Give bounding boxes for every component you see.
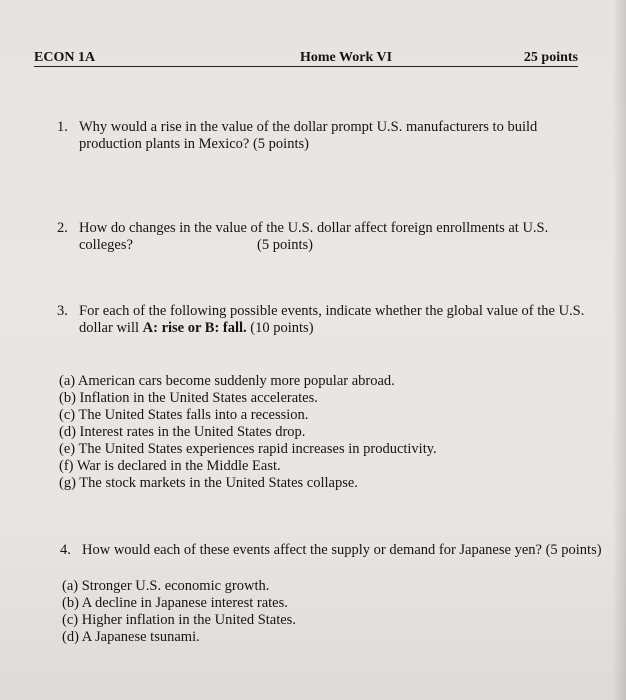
question-text [79,220,548,254]
page-edge-shadow [612,0,626,700]
question-number: 4. [60,542,71,558]
list-item: (a) American cars become suddenly more popular abroad. [59,373,395,389]
list-item: (f) War is declared in the Middle East. [59,458,281,474]
question-3 [57,303,597,343]
question-number: 2. [57,220,68,236]
total-points: 25 points [523,50,578,65]
question-text [79,119,537,153]
list-item: (d) A Japanese tsunami. [62,629,200,645]
question-line: Why would a rise in the value of the dollar prompt U.S. manufacturers to build [79,119,538,135]
question-text [79,303,584,337]
question-line: production plants in Mexico? (5 points) [79,136,309,152]
question-line [79,320,584,337]
question-3-items [59,373,459,492]
question-line: For each of the following possible events, indicate whether the global value of the U.S. [79,303,585,319]
question-text [82,542,602,559]
list-item: (e) The United States experiences rapid increases in productivity. [59,441,437,457]
list-item: (c) Higher inflation in the United States. [62,612,296,628]
list-item: (a) Stronger U.S. economic growth. [62,578,270,594]
page-header [34,50,578,68]
list-item: (d) Interest rates in the United States drop. [59,424,306,440]
question-4 [60,542,620,562]
question-number: 3. [57,303,68,319]
question-line: colleges? [79,237,133,253]
question-4-items [62,578,462,646]
question-line-part: dollar will [79,320,143,336]
answer-options: A: rise or B: fall. [142,320,247,336]
assignment-title: Home Work VI [300,50,393,65]
question-points: (10 points) [246,320,314,336]
list-item: (g) The stock markets in the United States collapse. [59,475,358,491]
question-1 [57,119,577,159]
list-item: (b) A decline in Japanese interest rates. [62,595,288,611]
list-item: (b) Inflation in the United States accelerates. [59,390,318,406]
course-name: ECON 1A [34,50,96,65]
question-2 [57,220,577,260]
question-line: How would each of these events affect the supply or demand for Japanese yen? (5 points) [82,542,602,558]
header-underline [34,66,578,67]
question-number: 1. [57,119,68,135]
list-item: (c) The United States falls into a recession. [59,407,309,423]
question-line: How do changes in the value of the U.S. dollar affect foreign enrollments at U.S. [79,220,549,236]
question-points: (5 points) [257,237,313,253]
